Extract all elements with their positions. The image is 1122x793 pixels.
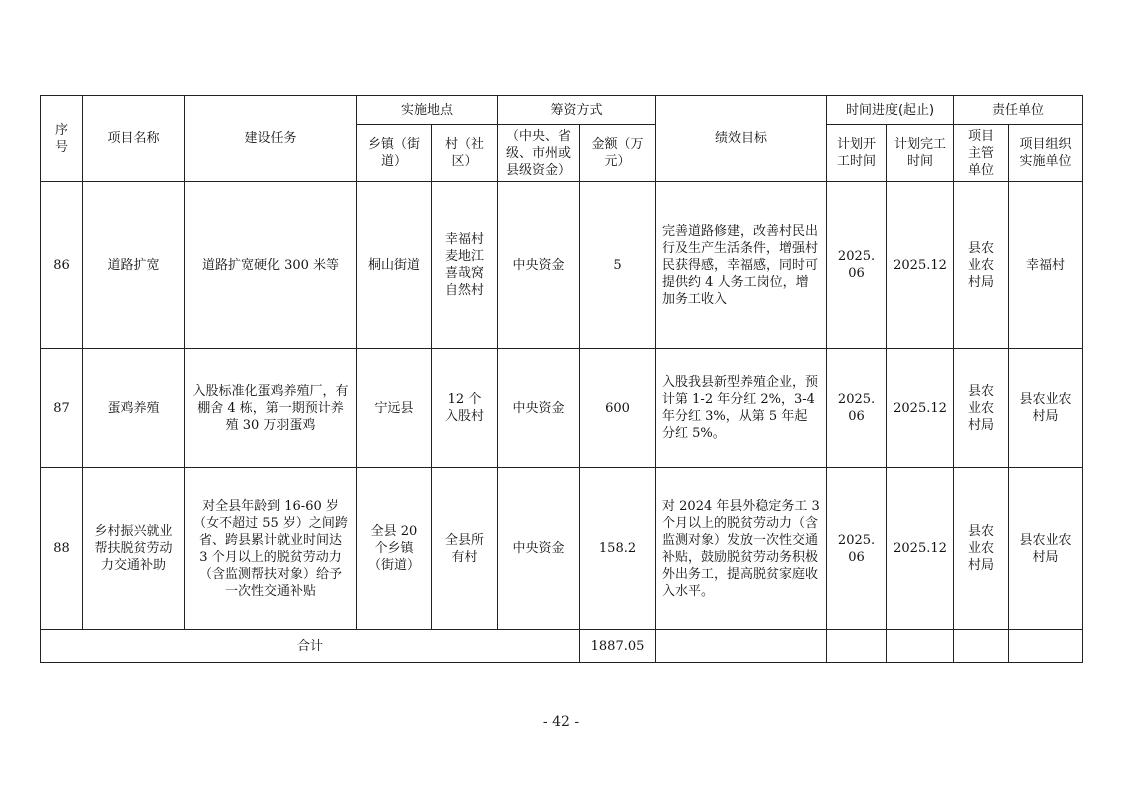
header-funding-group: 筹资方式 [498,96,656,125]
header-location-group: 实施地点 [357,96,498,125]
row-implementer: 县农业农村局 [1009,468,1083,630]
row-plan-end: 2025.12 [887,468,954,630]
row-town: 全县 20 个乡镇（街道） [357,468,432,630]
header-row-1 [41,96,1083,125]
project-table [40,95,1083,663]
table-row [41,468,1083,630]
row-goal: 对 2024 年县外稳定务工 3 个月以上的脱贫劳动力（含监测对象）发放一次性交通补贴，鼓励脱贫劳动务积极外出务工，提高脱贫家庭收入水平。 [656,468,827,630]
row-task: 道路扩宽硬化 300 米等 [185,182,357,349]
row-implementer: 县农业农村局 [1009,349,1083,468]
row-seq: 87 [41,349,83,468]
row-supervisor: 县农业农村局 [954,468,1009,630]
total-end-empty [887,630,954,663]
row-plan-end: 2025.12 [887,182,954,349]
row-town: 桐山街道 [357,182,432,349]
total-start-empty [827,630,887,663]
row-task: 对全县年龄到 16-60 岁（女不超过 55 岁）之间跨省、跨县累计就业时间达 3 个月以上的脱贫劳动力（含监测帮扶对象）给予一次性交通补贴 [185,468,357,630]
row-fund-source: 中央资金 [498,349,580,468]
header-goal: 绩效目标 [656,96,827,182]
row-village: 全县所有村 [432,468,498,630]
row-amount: 158.2 [580,468,656,630]
row-goal: 完善道路修建，改善村民出行及生产生活条件，增强村民获得感，幸福感，同时可提供约 4 人务工岗位，增加务工收入 [656,182,827,349]
total-row [41,630,1083,663]
row-plan-start: 2025.06 [827,468,887,630]
row-plan-start: 2025.06 [827,349,887,468]
header-project-name: 项目名称 [83,96,185,182]
row-plan-end: 2025.12 [887,349,954,468]
header-village: 村（社区） [432,125,498,182]
header-seq: 序号 [41,96,83,182]
row-town: 宁远县 [357,349,432,468]
row-supervisor: 县农业农村局 [954,349,1009,468]
row-implementer: 幸福村 [1009,182,1083,349]
table-row [41,182,1083,349]
total-implementer-empty [1009,630,1083,663]
row-amount: 600 [580,349,656,468]
header-fund-source: （中央、省级、市州或县级资金） [498,125,580,182]
table-row [41,349,1083,468]
row-fund-source: 中央资金 [498,468,580,630]
row-plan-start: 2025.06 [827,182,887,349]
row-fund-source: 中央资金 [498,182,580,349]
row-village: 幸福村麦地江喜哉窝自然村 [432,182,498,349]
row-goal: 入股我县新型养殖企业，预计第 1-2 年分红 2%，3-4 年分红 3%，从第 5 年起分红 5%。 [656,349,827,468]
page-number: - 42 - [542,714,580,730]
row-seq: 88 [41,468,83,630]
row-seq: 86 [41,182,83,349]
row-project-name: 蛋鸡养殖 [83,349,185,468]
row-project-name: 乡村振兴就业帮扶脱贫劳动力交通补助 [83,468,185,630]
header-resp-group: 责任单位 [954,96,1083,125]
total-amount: 1887.05 [580,630,656,663]
row-task: 入股标准化蛋鸡养殖厂，有棚舍 4 栋，第一期预计养殖 30 万羽蛋鸡 [185,349,357,468]
row-amount: 5 [580,182,656,349]
row-project-name: 道路扩宽 [83,182,185,349]
header-supervisor: 项目主管单位 [954,125,1009,182]
header-schedule-group: 时间进度(起止) [827,96,954,125]
header-plan-end: 计划完工时间 [887,125,954,182]
total-goal-empty [656,630,827,663]
header-implementer: 项目组织实施单位 [1009,125,1083,182]
header-task: 建设任务 [185,96,357,182]
total-supervisor-empty [954,630,1009,663]
total-label: 合计 [41,630,580,663]
header-town: 乡镇（街道） [357,125,432,182]
header-plan-start: 计划开工时间 [827,125,887,182]
row-village: 12 个入股村 [432,349,498,468]
row-supervisor: 县农业农村局 [954,182,1009,349]
header-amount: 金额（万元） [580,125,656,182]
